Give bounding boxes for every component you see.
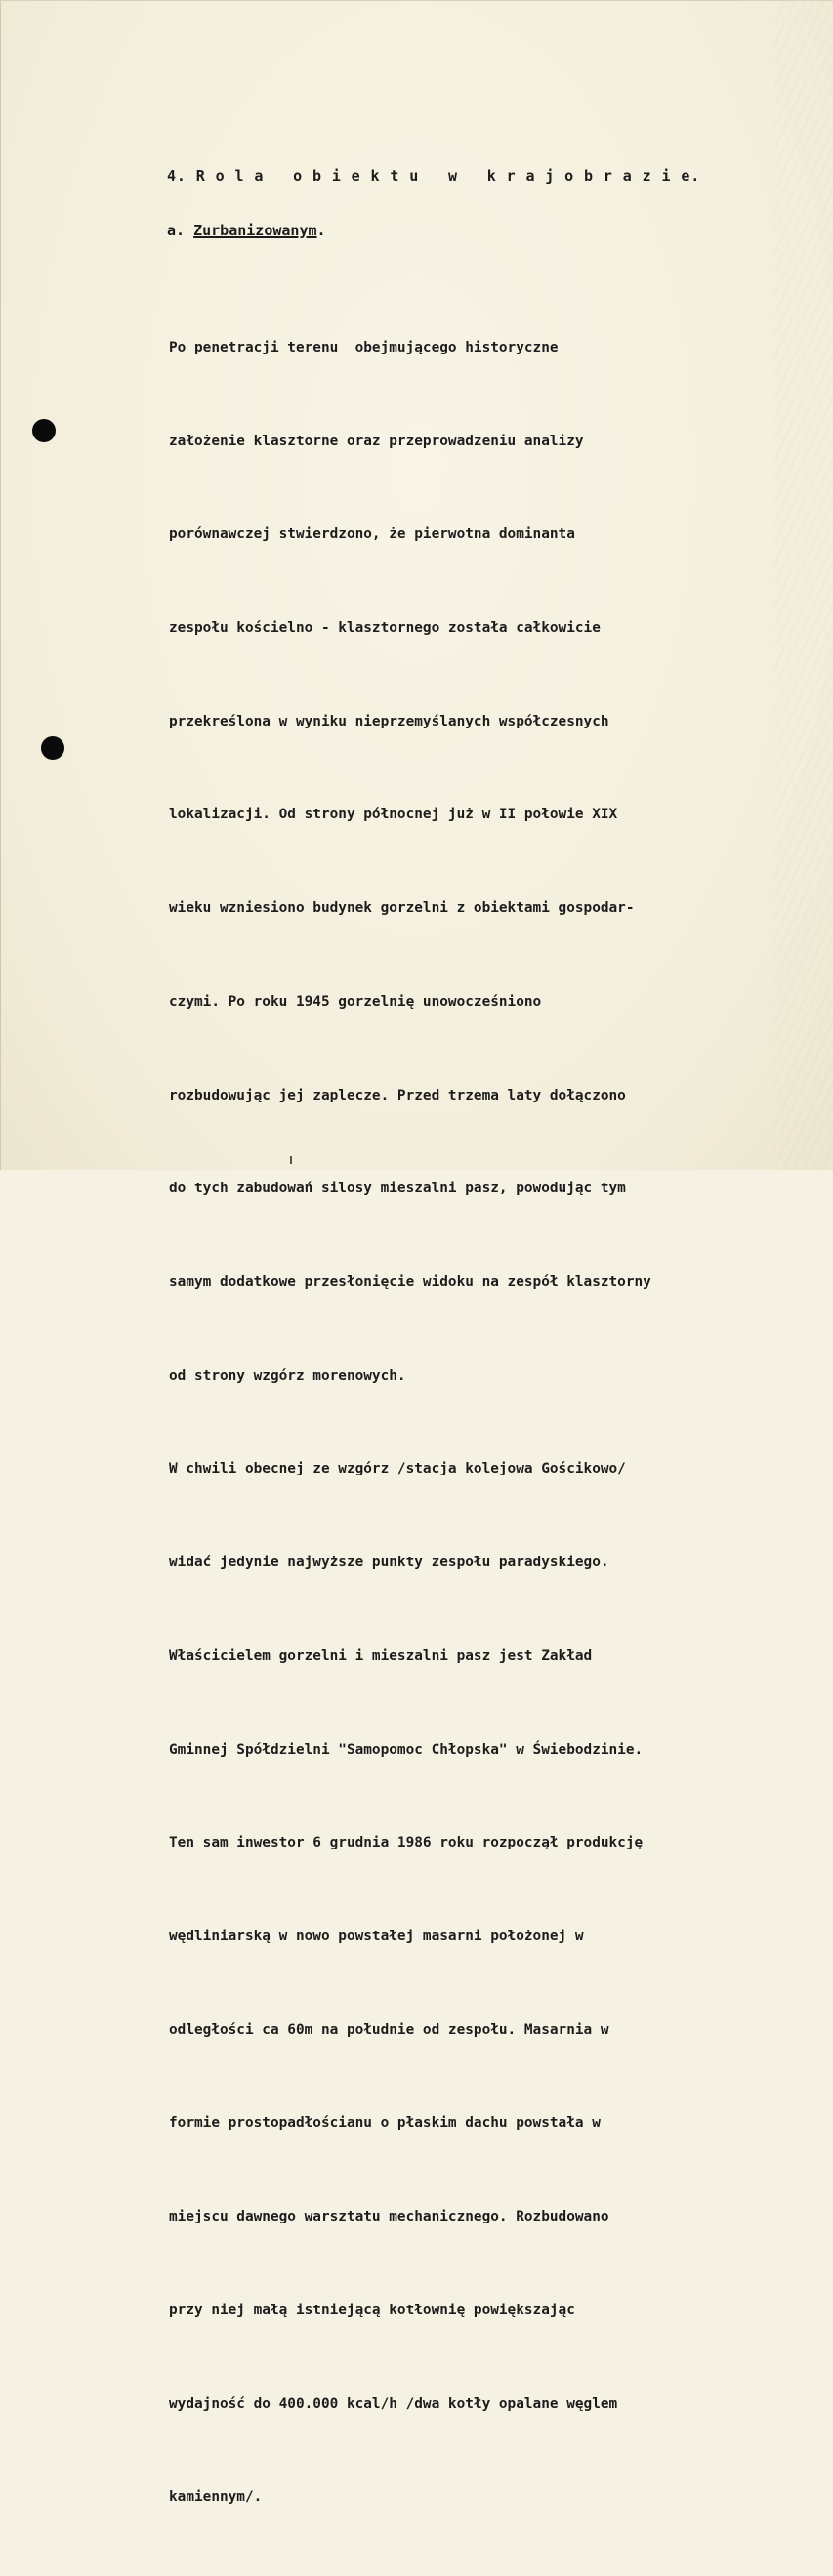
subsection-suffix: .	[316, 222, 326, 239]
subsection-title: Zurbanizowanym	[193, 222, 317, 239]
subsection-prefix: a.	[167, 222, 186, 239]
paper-texture	[774, 1, 833, 1171]
text-line: porównawczej stwierdzono, że pierwotna dominanta	[169, 526, 575, 543]
text-line: miejscu dawnego warsztatu mechanicznego. Rozbudowano	[169, 2209, 609, 2225]
text-line: do tych zabudowań silosy mieszalni pasz, powodując tym	[169, 1181, 626, 1197]
body-paragraph	[169, 270, 651, 2576]
text-line: założenie klasztorne oraz przeprowadzeniu analizy	[169, 433, 584, 449]
text-line: formie prostopadłościanu o płaskim dachu powstała w	[169, 2115, 601, 2132]
text-line: odległości ca 60m na południe od zespołu. Masarnia w	[169, 2021, 609, 2038]
text-line: rozbudowując jej zaplecze. Przed trzema laty dołączono	[169, 1087, 626, 1103]
text-line: wydajność do 400.000 kcal/h /dwa kotły opalane węglem	[169, 2395, 618, 2412]
text-line: Ten sam inwestor 6 grudnia 1986 roku rozpoczął produkcję	[169, 1835, 644, 1851]
subsection-heading	[167, 222, 326, 239]
text-line: kamiennym/.	[169, 2489, 263, 2506]
text-line: lokalizacji. Od strony północnej już w II połowie XIX	[169, 807, 618, 823]
text-line: Po penetracji terenu obejmującego historyczne	[169, 339, 559, 355]
text-line: zespołu kościelno - klasztornego została całkowicie	[169, 619, 601, 636]
text-line: od strony wzgórz morenowych.	[169, 1367, 406, 1384]
text-line: przekreślona w wyniku nieprzemyślanych współczesnych	[169, 713, 609, 729]
punch-hole-bottom	[41, 736, 64, 760]
text-line: czymi. Po roku 1945 gorzelnię unowocześniono	[169, 993, 542, 1010]
text-line: W chwili obecnej ze wzgórz /stacja kolejowa Gościkowo/	[169, 1461, 626, 1477]
text-line: przy niej małą istniejącą kotłownię powiększając	[169, 2302, 575, 2318]
text-line: widać jedynie najwyższe punkty zespołu paradyskiego.	[169, 1555, 609, 1571]
punch-hole-top	[32, 419, 56, 442]
text-line: Właścicielem gorzelni i mieszalni pasz jest Zakład	[169, 1647, 593, 1664]
text-line: samym dodatkowe przesłonięcie widoku na zespół klasztorny	[169, 1274, 651, 1290]
text-line: Gminnej Spółdzielni "Samopomoc Chłopska" w Świebodzinie.	[169, 1741, 644, 1758]
text-line: wieku wzniesiono budynek gorzelni z obiektami gospodar-	[169, 900, 635, 917]
bottom-tick-mark	[290, 1156, 292, 1164]
text-line: wędliniarską w nowo powstałej masarni położonej w	[169, 1929, 584, 1945]
section-heading: 4. R o l a o b i e k t u w k r a j o b r a z i e.	[167, 167, 701, 185]
